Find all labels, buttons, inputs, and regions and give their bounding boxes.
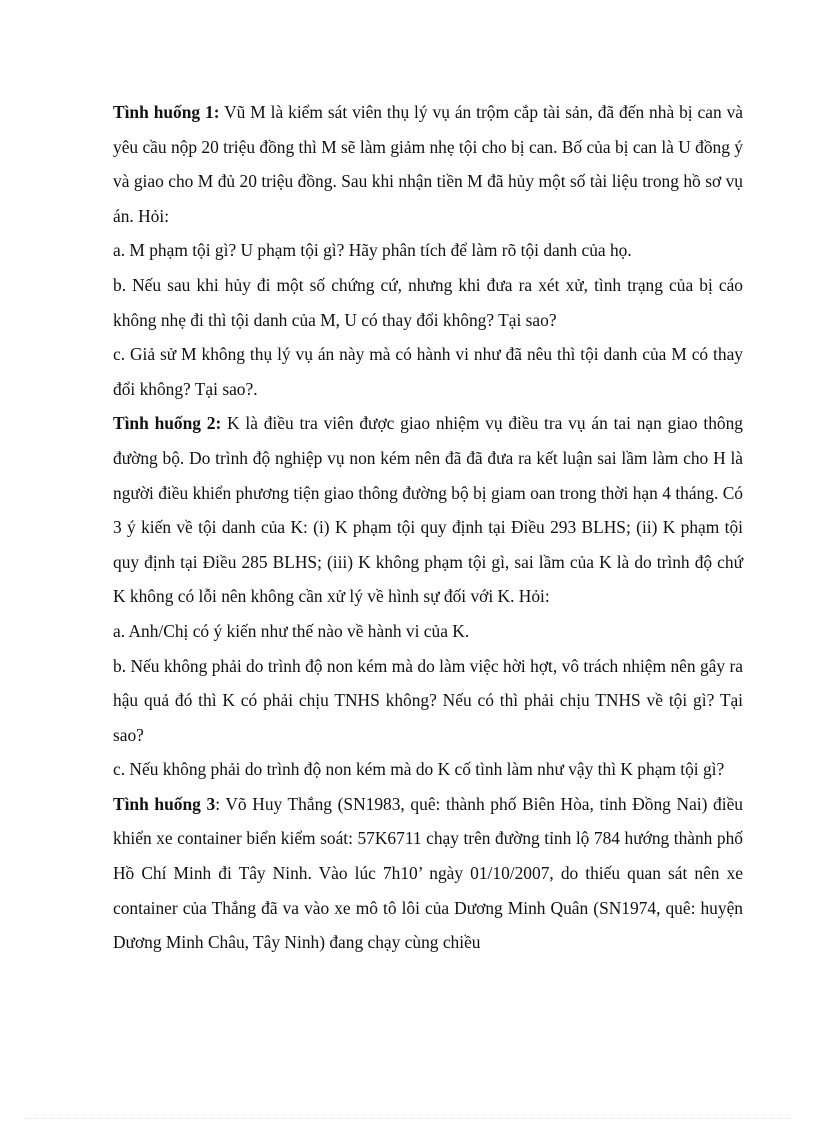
situation-2-label: Tình huống 2: xyxy=(113,413,222,434)
question-2c: c. Nếu không phải do trình độ non kém mà do K cố tình làm như vậy thì K phạm tội gì? xyxy=(113,759,725,780)
situation-2-text: K là điều tra viên được giao nhiệm vụ điều tra vụ án tai nạn giao thông đường bộ. Do trình độ nghiệp vụ non kém nên đã đã đưa ra kết luận sai lầm làm cho H là người điều khiển phương tiện giao thông đường bộ bị giam oan trong thời hạn 4 tháng. Có 3 ý kiến về tội danh của K: (i) K phạm tội quy định tại Điều 293 BLHS; (ii) K phạm tội quy định tại Điều 285 BLHS; (iii) K không phạm tội gì, sai lầm của K là do trình độ chứ K không có lỗi nên không cần xử lý về hình sự đối với K. Hỏi: xyxy=(113,413,743,607)
situation-1-text: Vũ M là kiểm sát viên thụ lý vụ án trộm cắp tài sản, đã đến nhà bị can và yêu cầu nộp 20 triệu đồng thì M sẽ làm giảm nhẹ tội cho bị can. Bố của bị can là U đồng ý và giao cho M đủ 20 triệu đồng. Sau khi nhận tiền M đã hủy một số tài liệu trong hồ sơ vụ án. Hỏi: xyxy=(113,102,743,226)
question-2a: a. Anh/Chị có ý kiến như thế nào về hành vi của K. xyxy=(113,620,470,641)
question-1b: b. Nếu sau khi hủy đi một số chứng cứ, nhưng khi đưa ra xét xử, tình trạng của bị cáo không nhẹ đi thì tội danh của M, U có thay đổi không? Tại sao? xyxy=(113,274,743,330)
page-bottom-border xyxy=(24,1118,792,1119)
document-body xyxy=(113,95,743,960)
paragraph-situation-3 xyxy=(113,787,743,960)
question-1a: a. M phạm tội gì? U phạm tội gì? Hãy phân tích để làm rõ tội danh của họ. xyxy=(113,240,632,261)
situation-3-label: Tình huống 3 xyxy=(113,793,216,814)
paragraph-situation-1 xyxy=(113,95,743,233)
situation-1-label: Tình huống 1: xyxy=(113,102,220,122)
paragraph-situation-2 xyxy=(113,406,743,614)
question-1c: c. Giả sử M không thụ lý vụ án này mà có hành vi như đã nêu thì tội danh của M có thay đổi không? Tại sao?. xyxy=(113,344,743,399)
question-2b: b. Nếu không phải do trình độ non kém mà do làm việc hời hợt, vô trách nhiệm nên gây ra hậu quả đó thì K có phải chịu TNHS không? Nếu có thì phải chịu TNHS về tội gì? Tại sao? xyxy=(113,655,743,745)
situation-3-text: : Võ Huy Thắng (SN1983, quê: thành phố Biên Hòa, tỉnh Đồng Nai) điều khiển xe container biển kiểm soát: 57K6711 chạy trên đường tỉnh lộ 784 hướng thành phố Hồ Chí Minh đi Tây Ninh. Vào lúc 7h10’ ngày 01/10/2007, do thiếu quan sát nên xe container của Thắng đã va vào xe mô tô lôi của Dương Minh Quân (SN1974, quê: huyện Dương Minh Châu, Tây Ninh) đang chạy cùng chiều xyxy=(113,793,744,953)
